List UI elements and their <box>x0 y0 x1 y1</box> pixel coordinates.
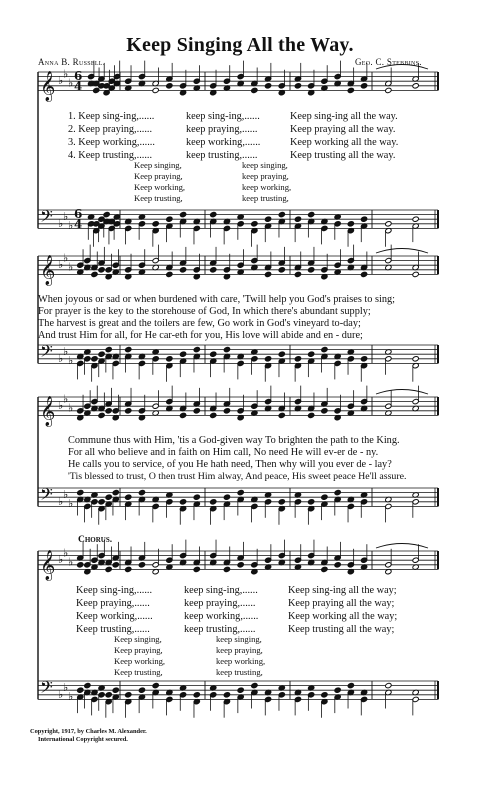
echo-line: Keep trusting, <box>114 667 163 677</box>
note-head <box>223 347 230 353</box>
note-head <box>91 271 98 277</box>
note-head <box>308 267 315 273</box>
flat-sign: ♭ <box>58 494 64 508</box>
flat-sign: ♭ <box>58 216 64 230</box>
lyric-line: 2. Keep praying,...... <box>68 124 153 135</box>
verse-line: The harvest is great and the toilers are few, Go work in God's vineyard to-day; <box>38 318 361 329</box>
note-head <box>294 356 301 362</box>
flat-sign: ♭ <box>63 251 69 265</box>
echo-line: Keep working, <box>134 182 186 192</box>
note-head <box>138 687 145 693</box>
bass-clef: 𝄢 <box>40 205 53 230</box>
lyric-line: Keep trusting all the way; <box>288 624 395 635</box>
note-head <box>321 494 328 500</box>
echo-line: Keep praying, <box>114 645 163 655</box>
note-head <box>98 499 105 505</box>
lyric-line: keep sing-ing,...... <box>186 111 260 122</box>
note-head <box>152 221 159 227</box>
chorus-label: Chorus. <box>78 535 113 545</box>
fermata-arc <box>376 390 428 395</box>
note-head <box>412 216 419 222</box>
verse-line: 'Tis blessed to trust, O then trust Him alway, And peace, His sweet peace He'll assure. <box>68 471 407 482</box>
note-head <box>112 562 119 568</box>
lyric-line: Keep working all the way. <box>290 137 399 148</box>
echo-line: keep singing, <box>216 634 262 644</box>
note-head <box>166 356 173 362</box>
note-head <box>179 499 186 505</box>
flat-sign: ♭ <box>63 209 69 223</box>
note-head <box>347 221 354 227</box>
note-head <box>321 692 328 698</box>
time-signature-bottom: 4 <box>74 217 83 232</box>
time-signature-top: 6 <box>74 207 83 222</box>
lyric-line: 3. Keep working,...... <box>68 137 155 148</box>
flat-sign: ♭ <box>68 497 74 511</box>
verse-line: And trust Him for all, for He car-eth for you, His love will abide and en - dure; <box>38 330 363 341</box>
flat-sign: ♭ <box>68 76 74 90</box>
echo-line: Keep trusting, <box>134 193 183 203</box>
note-head <box>105 494 112 500</box>
note-head <box>193 494 200 500</box>
note-head <box>237 490 244 496</box>
note-head <box>179 267 186 273</box>
note-head <box>105 566 112 572</box>
note-head <box>179 412 186 418</box>
note-head <box>334 687 341 693</box>
note-head <box>278 267 285 273</box>
note-head <box>125 692 132 698</box>
treble-clef: 𝄞 <box>40 71 56 102</box>
flat-sign: ♭ <box>63 67 69 81</box>
flat-sign: ♭ <box>68 401 74 415</box>
note-head <box>77 562 84 568</box>
note-head <box>360 356 367 362</box>
note-head <box>412 83 419 89</box>
note-head <box>210 351 217 357</box>
time-signature-bottom: 4 <box>74 79 83 94</box>
lyric-line: keep working,...... <box>184 611 259 622</box>
note-head <box>278 499 285 505</box>
note-head <box>98 412 105 418</box>
note-head <box>112 687 119 693</box>
lyric-line: Keep praying,...... <box>76 598 150 609</box>
lyricist-credit: Anna B. Russell. <box>38 57 106 67</box>
note-head <box>179 212 186 218</box>
lyric-line: Keep working all the way; <box>288 611 398 622</box>
flat-sign: ♭ <box>68 260 74 274</box>
note-head <box>210 212 217 218</box>
flat-sign: ♭ <box>63 344 69 358</box>
note-head <box>210 267 217 273</box>
note-head <box>166 216 173 222</box>
note-head <box>193 347 200 353</box>
note-head <box>360 83 367 89</box>
note-head <box>179 351 186 357</box>
note-head <box>412 356 419 362</box>
verse-line: For prayer is the key to the storehouse of God, In which there's abundant supply; <box>38 306 371 317</box>
lyric-line: Keep sing-ing all the way. <box>290 111 398 122</box>
note-head <box>278 412 285 418</box>
note-head <box>193 566 200 572</box>
treble-clef: 𝄞 <box>40 396 56 427</box>
bass-clef: 𝄢 <box>40 340 53 365</box>
echo-line: keep trusting, <box>242 193 289 203</box>
note-head <box>193 408 200 414</box>
note-head <box>278 212 285 218</box>
bass-clef: 𝄢 <box>40 676 53 701</box>
note-head <box>251 683 258 689</box>
flat-sign: ♭ <box>68 219 74 233</box>
note-head <box>294 83 301 89</box>
note-head <box>125 347 132 353</box>
note-head <box>385 87 392 93</box>
verse-line: When joyous or sad or when burdened with care, 'Twill help you God's praises to sing; <box>38 294 396 305</box>
note-head <box>84 683 91 689</box>
lyric-line: Keep trusting all the way. <box>290 150 396 161</box>
flat-sign: ♭ <box>58 351 64 365</box>
note-head <box>166 83 173 89</box>
note-head <box>223 408 230 414</box>
note-head <box>360 216 367 222</box>
note-head <box>93 87 100 93</box>
echo-line: keep singing, <box>242 160 288 170</box>
flat-sign: ♭ <box>68 354 74 368</box>
note-head <box>308 499 315 505</box>
note-head <box>334 562 341 568</box>
note-head <box>412 271 419 277</box>
echo-line: keep praying, <box>242 171 289 181</box>
note-head <box>98 267 105 273</box>
note-head <box>347 683 354 689</box>
note-head <box>223 494 230 500</box>
note-head <box>105 347 112 353</box>
flat-sign: ♭ <box>63 487 69 501</box>
lyric-line: Keep sing-ing,...... <box>76 585 153 596</box>
copyright-notice <box>30 728 147 744</box>
treble-clef: 𝄞 <box>40 550 56 581</box>
bass-clef: 𝄢 <box>40 483 53 508</box>
copyright-line: International Copyright secured. <box>38 736 128 743</box>
composer-credit: Geo. C. Stebbins. <box>355 57 422 67</box>
treble-clef: 𝄞 <box>40 255 56 286</box>
note-head <box>125 494 132 500</box>
note-head <box>210 412 217 418</box>
lyric-line: 4. Keep trusting,...... <box>68 150 153 161</box>
lyric-line: Keep working,...... <box>76 611 153 622</box>
flat-sign: ♭ <box>58 258 64 272</box>
note-head <box>125 566 132 572</box>
note-head <box>77 687 84 693</box>
note-head <box>264 83 271 89</box>
echo-line: keep working, <box>242 182 292 192</box>
flat-sign: ♭ <box>63 546 69 560</box>
verse-line: Commune thus with Him, 'tis a God-given way To brighten the path to the King. <box>68 435 400 446</box>
note-head <box>152 87 159 93</box>
note-head <box>193 692 200 698</box>
flat-sign: ♭ <box>58 399 64 413</box>
note-head <box>264 356 271 362</box>
note-head <box>112 490 119 496</box>
flat-sign: ♭ <box>68 690 74 704</box>
copyright-line: Copyright, 1917, by Charles M. Alexander. <box>30 728 147 735</box>
note-head <box>321 408 328 414</box>
hymn-title: Keep Singing All the Way. <box>126 34 354 56</box>
flat-sign: ♭ <box>63 392 69 406</box>
note-head <box>385 221 392 227</box>
note-head <box>105 408 112 414</box>
note-head <box>223 692 230 698</box>
echo-line: Keep praying, <box>134 171 183 181</box>
echo-line: keep praying, <box>216 645 263 655</box>
note-head <box>294 216 301 222</box>
note-head <box>237 687 244 693</box>
fermata-arc <box>376 249 428 254</box>
note-head <box>251 221 258 227</box>
note-head <box>321 347 328 353</box>
note-head <box>77 490 84 496</box>
note-head <box>105 692 112 698</box>
note-head <box>385 683 392 689</box>
note-head <box>294 271 301 277</box>
note-head <box>237 562 244 568</box>
flat-sign: ♭ <box>58 553 64 567</box>
note-head <box>91 356 98 362</box>
flat-sign: ♭ <box>58 74 64 88</box>
lyric-line: keep sing-ing,...... <box>184 585 258 596</box>
note-head <box>166 271 173 277</box>
lyric-line: keep praying,...... <box>184 598 256 609</box>
echo-line: Keep singing, <box>134 160 182 170</box>
lyric-line: keep working,...... <box>186 137 261 148</box>
note-head <box>360 271 367 277</box>
lyric-line: keep praying,...... <box>186 124 258 135</box>
echo-line: Keep working, <box>114 656 166 666</box>
echo-line: keep working, <box>216 656 266 666</box>
verse-line: For all who believe and in faith on Him call, No need He will ev-er de - ny. <box>68 447 379 458</box>
note-head <box>125 408 132 414</box>
lyric-line: keep trusting,...... <box>184 624 256 635</box>
lyric-line: keep trusting,...... <box>186 150 258 161</box>
note-head <box>308 212 315 218</box>
note-head <box>223 566 230 572</box>
flat-sign: ♭ <box>58 687 64 701</box>
flat-sign: ♭ <box>68 555 74 569</box>
note-head <box>251 87 258 93</box>
lyric-line: Keep trusting,...... <box>76 624 150 635</box>
flat-sign: ♭ <box>63 680 69 694</box>
time-signature-top: 6 <box>74 69 83 84</box>
lyric-line: Keep praying all the way; <box>288 598 395 609</box>
echo-line: keep trusting, <box>216 667 263 677</box>
lyric-line: Keep praying all the way. <box>290 124 396 135</box>
note-head <box>264 271 271 277</box>
lyric-line: 1. Keep sing-ing,...... <box>68 111 155 122</box>
note-head <box>264 216 271 222</box>
note-head <box>347 87 354 93</box>
lyric-line: Keep sing-ing all the way; <box>288 585 397 596</box>
note-head <box>308 351 315 357</box>
fermata-arc <box>376 544 428 549</box>
note-head <box>334 490 341 496</box>
echo-line: Keep singing, <box>114 634 162 644</box>
note-head <box>308 412 315 418</box>
note-head <box>98 351 105 357</box>
note-head <box>138 490 145 496</box>
verse-line: He calls you to service, of you He hath need, Then why will you ever de - lay? <box>68 459 392 470</box>
note-head <box>103 212 110 218</box>
note-head <box>278 351 285 357</box>
note-head <box>321 566 328 572</box>
note-head <box>138 562 145 568</box>
note-head <box>152 683 159 689</box>
note-head <box>210 499 217 505</box>
